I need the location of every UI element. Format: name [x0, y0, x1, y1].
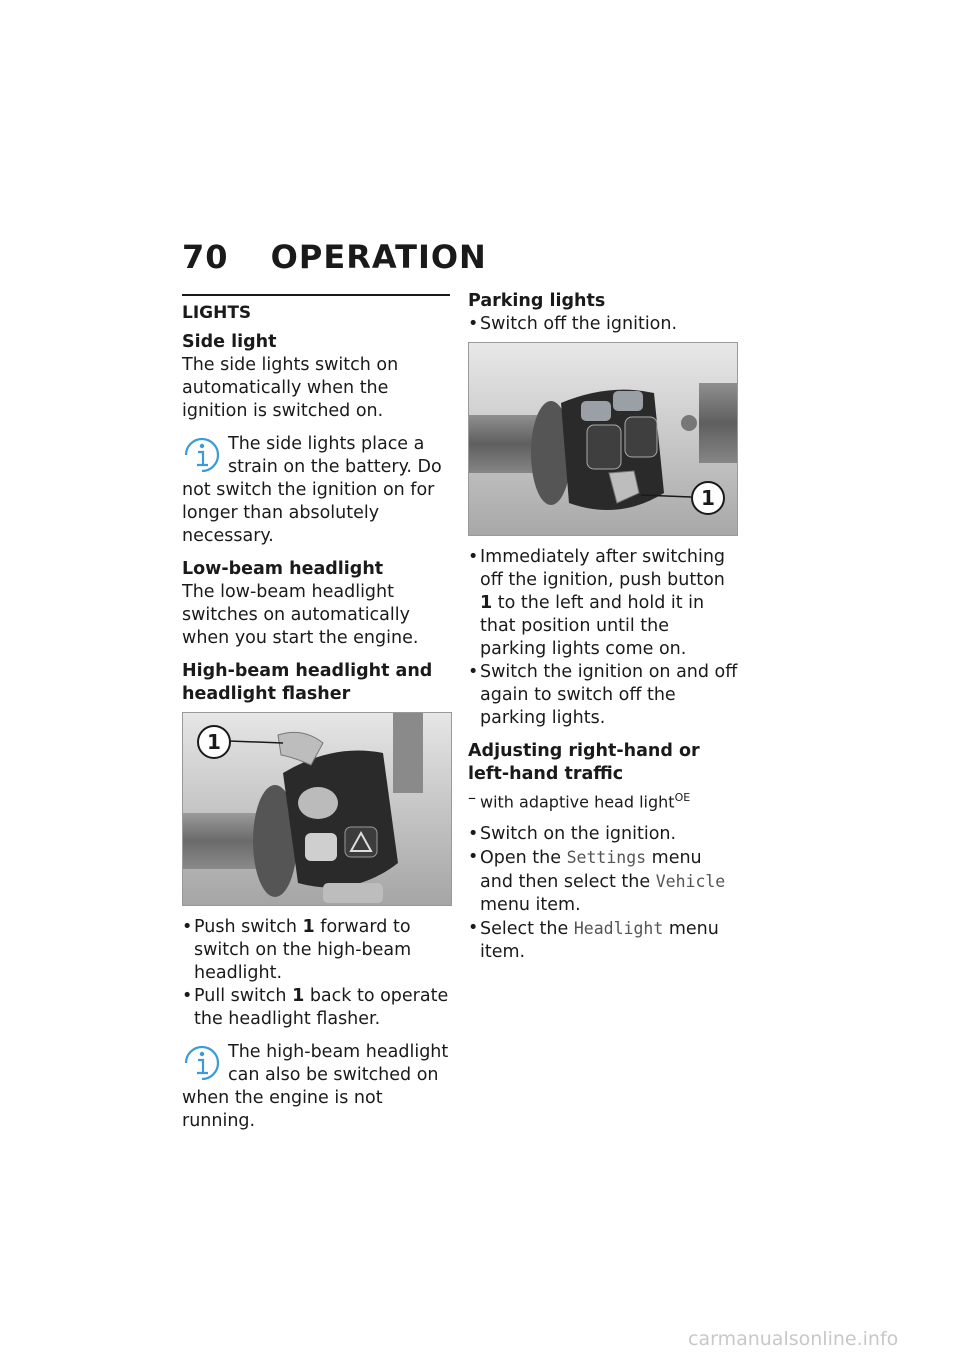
step-ref: 1 — [292, 986, 305, 1006]
step-text: forward to switch on the high-beam headlight. — [194, 917, 412, 983]
section-title: LIGHTS — [182, 303, 252, 323]
page-number: 70 — [182, 238, 229, 276]
list-item — [468, 917, 740, 964]
list-item — [182, 985, 450, 1031]
high-beam-heading: High-beam headlight and headlight flasher — [182, 661, 433, 704]
step-text: Push switch — [194, 917, 303, 937]
step-text: Pull switch — [194, 986, 293, 1006]
list-item: • Switch the ignition on and off again to switch off the parking lights. — [468, 661, 740, 730]
step-ref: 1 — [480, 593, 493, 613]
high-beam-note — [182, 1041, 450, 1133]
section-divider — [182, 294, 450, 296]
info-icon — [182, 1043, 222, 1081]
list-item — [182, 916, 450, 985]
watermark: carmanualsonline.info — [688, 1328, 899, 1350]
high-beam-note-text: The high-beam headlight can also be switched on when the engine is not running. — [182, 1042, 449, 1131]
menu-name: Headlight — [573, 919, 664, 939]
step-text: menu and then select the — [480, 848, 702, 893]
condition-text: with adaptive head light — [480, 792, 675, 812]
step-ref: 1 — [302, 917, 315, 937]
side-light-note — [182, 433, 450, 548]
callout-1: 1 — [197, 725, 231, 759]
step-text: menu item. — [480, 919, 719, 963]
parking-heading: Parking lights — [468, 291, 606, 311]
high-beam-steps — [182, 916, 450, 1031]
list-item — [468, 786, 740, 813]
step-text: menu item. — [480, 895, 581, 916]
traffic-steps — [468, 823, 740, 964]
list-item — [468, 546, 740, 661]
parking-switch-figure — [468, 342, 738, 536]
side-light-body: The side lights switch on automatically when the ignition is switched on. — [182, 355, 399, 421]
oe-marker: OE — [674, 791, 691, 804]
callout-1: 1 — [691, 481, 725, 515]
list-item: • Switch on the ignition. — [468, 823, 740, 846]
left-column — [182, 294, 450, 1143]
list-item: • Switch off the ignition. — [468, 313, 740, 336]
menu-name: Vehicle — [655, 872, 726, 892]
page-header — [182, 238, 487, 276]
step-text: Select the — [480, 919, 574, 940]
info-icon — [182, 435, 222, 473]
parking-steps — [468, 546, 740, 730]
list-item — [468, 846, 740, 917]
step-text: Open the — [480, 848, 567, 869]
right-column — [468, 290, 740, 974]
step-text: Immediately after switching off the ignition, push button — [480, 547, 726, 590]
menu-name: Settings — [566, 848, 647, 868]
low-beam-heading: Low-beam headlight — [182, 559, 384, 579]
side-light-note-text: The side lights place a strain on the battery. Do not switch the ignition on for longer than absolutely necessary. — [182, 434, 442, 546]
low-beam-body: The low-beam headlight switches on automatically when you start the engine. — [182, 582, 419, 648]
parking-pre-steps — [468, 313, 740, 336]
traffic-condition — [468, 786, 740, 813]
page-title: OPERATION — [270, 238, 487, 276]
step-text: back to operate the headlight flasher. — [194, 986, 449, 1029]
handlebar-switch-figure — [182, 712, 452, 906]
traffic-heading: Adjusting right-hand or left-hand traffic — [468, 741, 700, 784]
step-text: to the left and hold it in that position until the parking lights come on. — [480, 593, 705, 659]
side-light-heading: Side light — [182, 332, 277, 352]
